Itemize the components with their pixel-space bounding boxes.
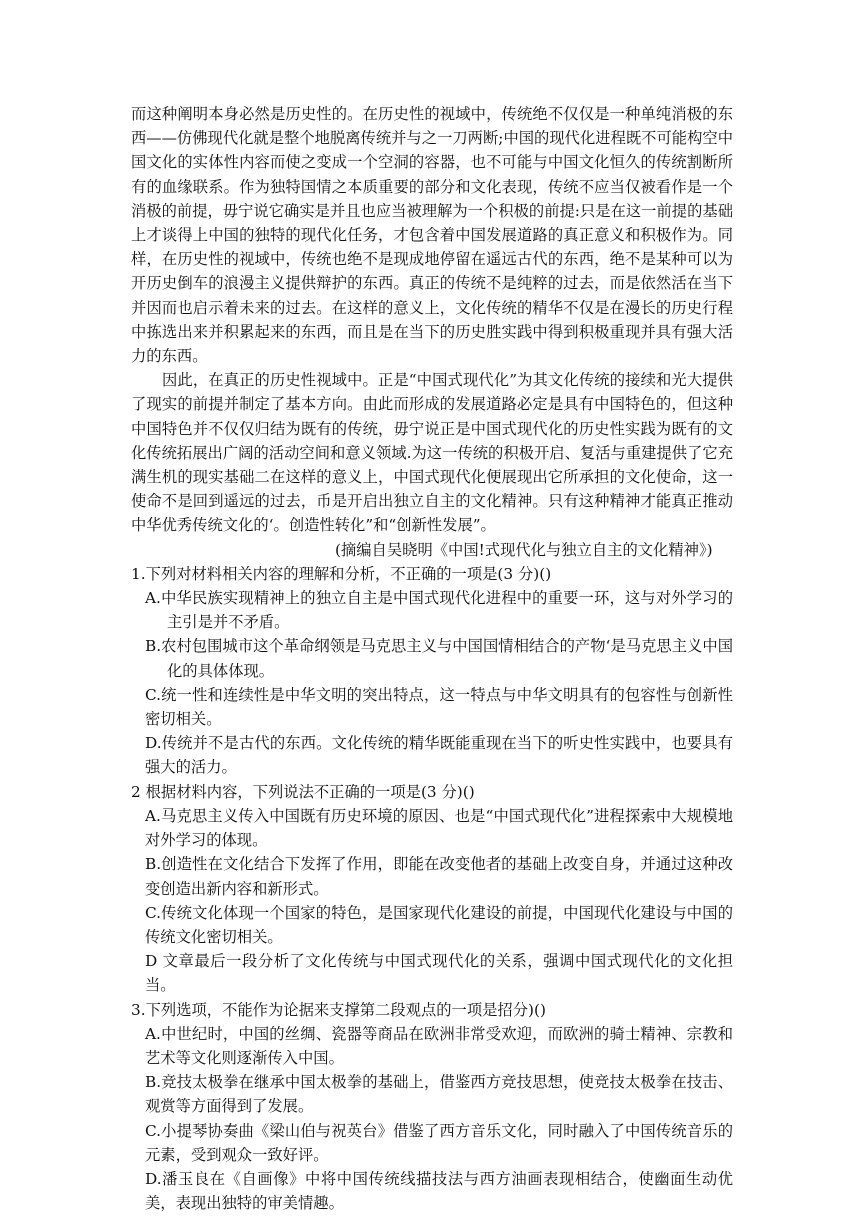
question-2 bbox=[131, 780, 733, 998]
option-a: A.马克思主义传入中国既有历史环境的原因、也是“中国式现代化”进程探索中大规模地对外学习的体现。 bbox=[145, 806, 733, 850]
question-stem: 1.下列对材料相关内容的理解和分析，不正确的一项是(3 分)() bbox=[131, 564, 552, 583]
document-page bbox=[131, 102, 733, 1215]
option-c: C.传统文化体现一个国家的特色，是国家现代化建设的前提，中国现代化建设与中国的传统文化密切相关。 bbox=[145, 903, 733, 946]
option-a: A.中世纪时，中国的丝绸、瓷器等商品在欧洲非常受欢迎，而欧洲的骑士精神、宗教和艺术等文化则逐渐传入中国。 bbox=[145, 1024, 733, 1067]
option-b: B.创造性在文化结合下发挥了作用，即能在改变他者的基础上改变自身，并通过这种改变创造出新内容和新形式。 bbox=[145, 855, 733, 898]
option-d: D 文章最后一段分析了文化传统与中国式现代化的关系，强调中国式现代化的文化担当。 bbox=[145, 952, 733, 995]
option-b: B.农村包围城市这个革命纲领是马克思主义与中国国情相结合的产物‘是马克思主义中国化的具体体现。 bbox=[145, 637, 733, 680]
option-d: D.传统并不是古代的东西。文化传统的精华既能重现在当下的听史性实践中，也要具有强大的活力。 bbox=[145, 734, 733, 777]
passage-paragraph-1: 而这种阐明本身必然是历史性的。在历史性的视域中，传统绝不仅仅是一种单纯消极的东西——仿佛现代化就是整个地脱离传统并与之一刀两断;中国的现代化进程既不可能构空中国文化的实体性内容而使之变成一个空洞的容器，也不可能与中国文化恒久的传统割断所有的血缘联系。作为独特国情之本质重要的部分和文化表现，传统不应当仅被看作是一个消极的前提，毋宁说它确实是并且也应当被理解为一个积极的前提:只是在这一前提的基础上才谈得上中国的独特的现代化任务，才包含着中国发展道路的真正意义和积极作为。同样，在历史性的视域中，传统也绝不是现成地停留在遥远古代的东西，绝不是某种可以为开历史倒车的浪漫主义提供辩护的东西。真正的传统不是纯粹的过去，而是依然活在当下并因而也启示着未来的过去。在这样的意义上，文化传统的精华不仅是在漫长的历史行程中拣选出来并积累起来的东西，而且是在当下的历史胜实践中得到积极重现并具有强大活力的东西。 bbox=[131, 105, 733, 366]
question-1 bbox=[131, 562, 733, 780]
option-c: C.统一性和连续性是中华文明的突出特点，这一特点与中华文明具有的包容性与创新性密切相关。 bbox=[145, 685, 733, 729]
option-c: C.小提琴协奏曲《梁山伯与祝英台》借鉴了西方音乐文化，同时融入了中国传统音乐的元素，受到观众一致好评。 bbox=[145, 1121, 733, 1164]
option-d: D.潘玉良在《自画像》中将中国传统线描技法与西方油画表现相结合，使幽面生动优美，表现出独特的审美情趣。 bbox=[145, 1169, 733, 1213]
question-stem: 3.下列选项，不能作为论据来支撑第二段观点的一项是招分)() bbox=[131, 1000, 546, 1019]
option-a: A.中华民族实现精神上的独立自主是中国式现代化进程中的重要一环，这与对外学习的主引是并不矛盾。 bbox=[145, 589, 733, 632]
option-b: B.竞技太极拳在继承中国太极拳的基础上，借鉴西方竞技思想，使竞技太极拳在技击、观赏等方面得到了发展。 bbox=[145, 1073, 733, 1116]
passage-paragraph-2: 因此，在真正的历史性视域中。正是“中国式现代化”为其文化传统的接续和光大提供了现实的前提并制定了基本方向。由此而形成的发展道路必定是具有中国特色的，但这种中国特色并不仅仅归结为既有的传统，毋宁说正是中国式现代化的历史性实践为既有的文化传统拓展出广阔的活动空间和意义领域.为这一传统的积极开启、复活与重建提供了它充满生机的现实基础二在这样的意义上，中国式现代化便展现出它所承担的文化使命，这一使命不是回到遥远的过去，币是开启出独立自主的文化精神。只有这种精神才能真正推动中华优秀传统文化的‘。创造性转化”和“创新性发展”。 bbox=[131, 371, 733, 535]
passage-source: (摘编自吴晓明《中国!式现代化与独立自主的文化精神》) bbox=[335, 540, 713, 559]
question-stem: 2 根据材料内容，下列说法不正确的一项是(3 分)() bbox=[131, 782, 475, 801]
question-3 bbox=[131, 998, 733, 1216]
